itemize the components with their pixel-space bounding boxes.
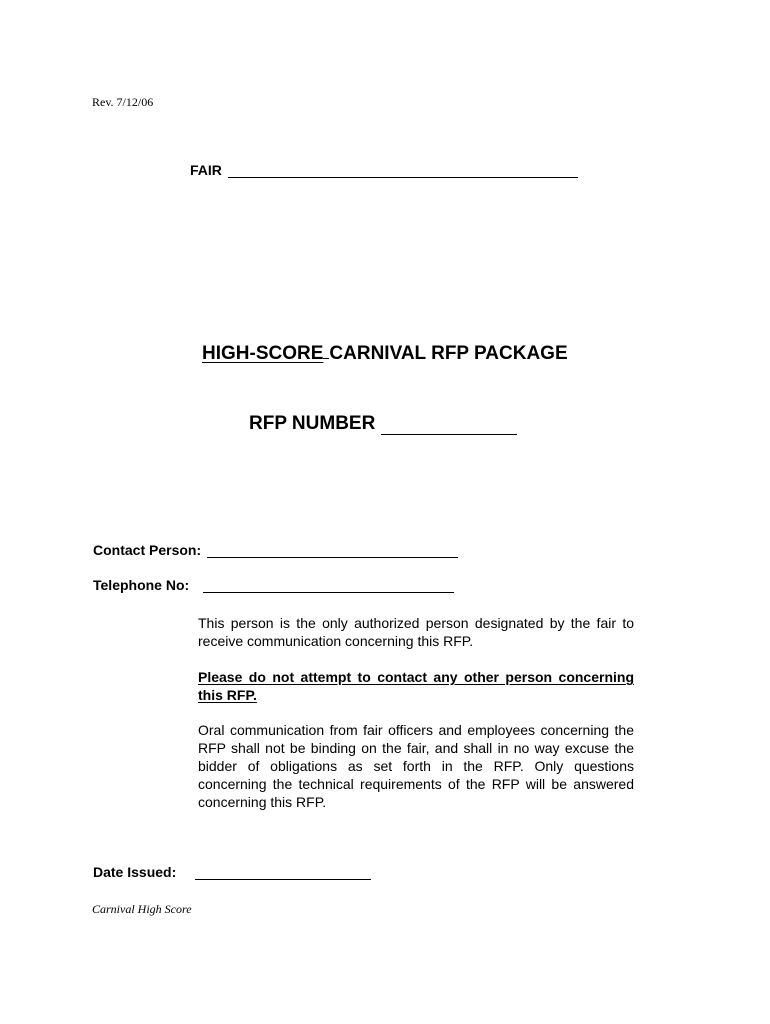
date-issued-field	[93, 864, 371, 880]
document-title	[202, 341, 568, 365]
telephone-label: Telephone No:	[93, 577, 190, 593]
do-not-contact-warning: Please do not attempt to contact any other person concerning this RFP.	[198, 669, 634, 703]
telephone-blank-line	[203, 578, 454, 593]
telephone-field	[93, 577, 454, 593]
footer-text: Carnival High Score	[92, 902, 192, 916]
rfp-number-field	[249, 413, 517, 435]
revision-date: Rev. 7/12/06	[92, 95, 154, 109]
title-rest: CARNIVAL RFP PACKAGE	[329, 343, 568, 364]
fair-blank-line	[228, 163, 578, 178]
contact-person-blank-line	[207, 543, 458, 558]
contact-person-label: Contact Person:	[93, 542, 202, 558]
oral-communication-paragraph: Oral communication from fair officers and employees concerning the RFP shall not be binding on the fair, and shall in no way excuse the bidder of obligations as set forth in the RFP. Only questions concerning the technical requirements of the RFP will be answered concerning this RFP.	[198, 722, 634, 810]
date-issued-blank-line	[195, 865, 371, 880]
title-underlined-part: HIGH-SCORE	[202, 343, 324, 364]
rfp-number-blank-line	[381, 415, 517, 435]
rfp-number-label: RFP NUMBER	[249, 413, 376, 434]
fair-label: FAIR	[190, 162, 222, 178]
contact-person-field	[93, 542, 458, 558]
authorized-person-paragraph: This person is the only authorized person designated by the fair to receive communication concerning this RFP.	[198, 615, 634, 649]
fair-field	[190, 162, 578, 178]
date-issued-label: Date Issued:	[93, 864, 177, 880]
